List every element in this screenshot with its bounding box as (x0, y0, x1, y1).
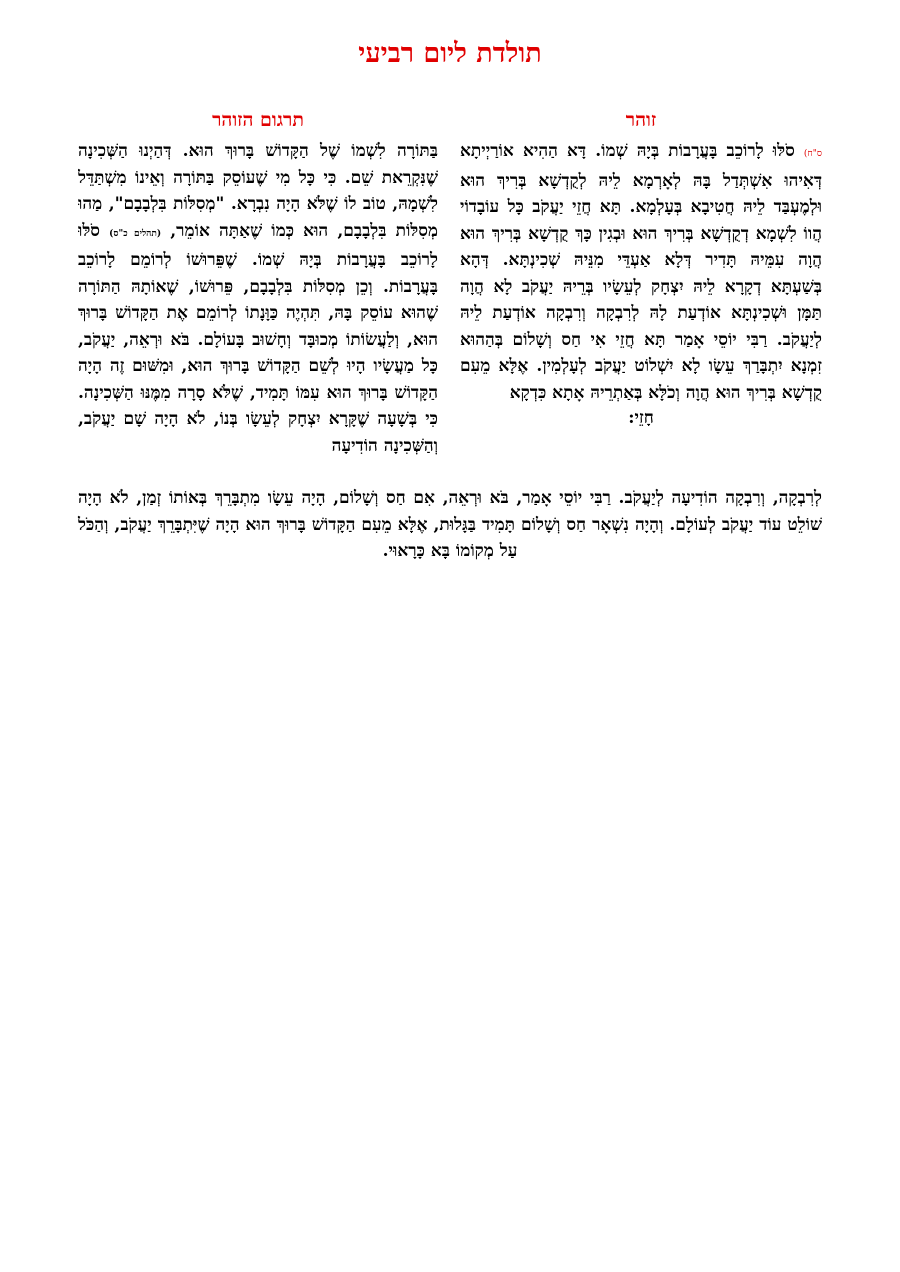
targum-paragraph (78, 138, 438, 459)
targum-continuation: לְרִבְקָה, וְרִבְקָה הוֹדִיעָה לְיַעֲקֹב. רַבִּי יוֹסֵי אָמַר, בֹּא וּרְאֵה, אִם חַס וְשָׁלוֹם, הָיָה עֵשָׂו מִתְבָּרֵךְ בְּאוֹתוֹ זְמַן, לֹא הָיָה שׁוֹלֵט עוֹד יַעֲקֹב לְעוֹלָם. וְהָיָה נִשְׁאָר חַס וְשָׁלוֹם תָּמִיד בַּגָּלוּת, אֶלָּא מֵעִם הַקָּדוֹשׁ בָּרוּךְ הוּא הָיָה שֶׁיִּתְבָּרֵךְ יַעֲקֹב, וְהַכֹּל עַל מְקוֹמוֹ בָּא כָּרָאוּי. (78, 488, 822, 561)
targum-column-heading: תרגום הזוהר (212, 109, 304, 131)
targum-text-after: סֹלּוּ לָרוֹכֵב בָּעֲרָבוֹת בְּיָהּ שְׁמוֹ. שֶׁפֵּרוּשׁוֹ לְרוֹמֵם לָרוֹכֵב בָּעֲרָבוֹת. וְכֵן מְסִלּוֹת בִּלְבָבָם, פֵּרוּשׁוֹ, שֶׁאוֹתָהּ הַתּוֹרָה שֶׁהוּא עוֹסֵק בָּהּ, תִּהְיֶה כַּוָּנָתוֹ לְרוֹמֵם אֶת הַקָּדוֹשׁ בָּרוּךְ הוּא, וְלַעֲשׂוֹתוֹ מְכוּבָּד וְחָשׁוּב בָּעוֹלָם. בֹּא וּרְאֵה, יַעֲקֹב, כָּל מַעֲשָׂיו הָיוּ לְשֵׁם הַקָּדוֹשׁ בָּרוּךְ הוּא, וּמִשּׁוּם זֶה הָיָה הַקָּדוֹשׁ בָּרוּךְ הוּא עִמּוֹ תָּמִיד, שֶׁלֹּא סָרָה מִמֶּנּוּ הַשְּׁכִינָה. כִּי בְּשָׁעָה שֶׁקָּרָא יִצְחָק לְעֵשָׂו בְּנוֹ, לֹא הָיָה שָׁם יַעֲקֹב, וְהַשְּׁכִינָה הוֹדִיעָה (78, 220, 438, 456)
zohar-end-mark: חָזֵי: (628, 408, 654, 428)
zohar-column-heading: זוהר (625, 109, 657, 131)
zohar-paragraph (460, 138, 822, 406)
targum-column (78, 138, 438, 483)
zohar-text: סֹלּוּ לָרוֹכֵב בָּעֲרָבוֹת בְּיָהּ שְׁמוֹ. דָּא הַהִיא אוֹרַיְיתָא דְּאִיהוּ אִשְׁתְּדַל בָּהּ לְאָרְמָא לֵיהּ לְקֻדְשָׁא בְּרִיךְ הוּא וּלְמֶעְבַּד לֵיהּ חֲטִיבָא בְּעָלְמָא. תָּא חֲזֵי יַעֲקֹב כָּל עוֹבָדוֹי הֲווֹ לִשְׁמָא דְקֻדְשָׁא בְּרִיךְ הוּא וּבְגִין כָּךְ קֻדְשָׁא בְּרִיךְ הוּא הֲוָה עִמֵּיהּ תָּדִיר דְּלָא אַעְדֵּי מִנֵּיהּ שְׁכִינְתָּא. דְּהָא בְּשַׁעְתָּא דְקָרָא לֵיהּ יִצְחָק לְעֵשָׂיו בְּרֵיהּ יַעֲקֹב לָא הֲוָה תַּמָּן וּשְׁכִינְתָּא אוֹדְעַת לָהּ לְרִבְקָה וְרִבְקָה אוֹדְעַת לֵיהּ לְיַעֲקֹב. רַבִּי יוֹסֵי אָמַר תָּא חֲזֵי אִי חַס וְשָׁלוֹם בְּהַהוּא זִמְנָא יִתְבָּרַךְ עֵשָׂו לָא יִשְׁלוֹט יַעֲקֹב לְעָלְמִין. אֶלָּא מֵעִם קֻדְשָׁא בְּרִיךְ הוּא הֲוָה וְכֹלָּא בְּאַתְרֵיהּ אָתָא כִּדְקָא (460, 141, 822, 403)
zohar-column (460, 138, 822, 406)
page-title: תולדת ליום רביעי (358, 38, 542, 69)
targum-text-before: בַּתּוֹרָה לִשְׁמוֹ שֶׁל הַקָּדוֹשׁ בָּרוּךְ הוּא. דְּהַיְנוּ הַשְּׁכִינָה שֶׁנִּקְרֵאת שֵׁם. כִּי כָּל מִי שֶׁעוֹסֵק בַּתּוֹרָה וְאֵינוֹ מִשְׁתַּדֵּל לִשְׁמָהּ, טוֹב לוֹ שֶׁלֹּא הָיָה נִבְרָא. "מְסִלּוֹת בִּלְבָבָם", מַהוּ מְסִלּוֹת בִּלְבָבָם, הוּא כְּמוֹ שֶׁאַתָּה אוֹמֵר, (78, 141, 438, 241)
zohar-reference: ס"ח) (803, 149, 823, 159)
targum-reference: (תהלים כ"ס) (109, 228, 162, 239)
